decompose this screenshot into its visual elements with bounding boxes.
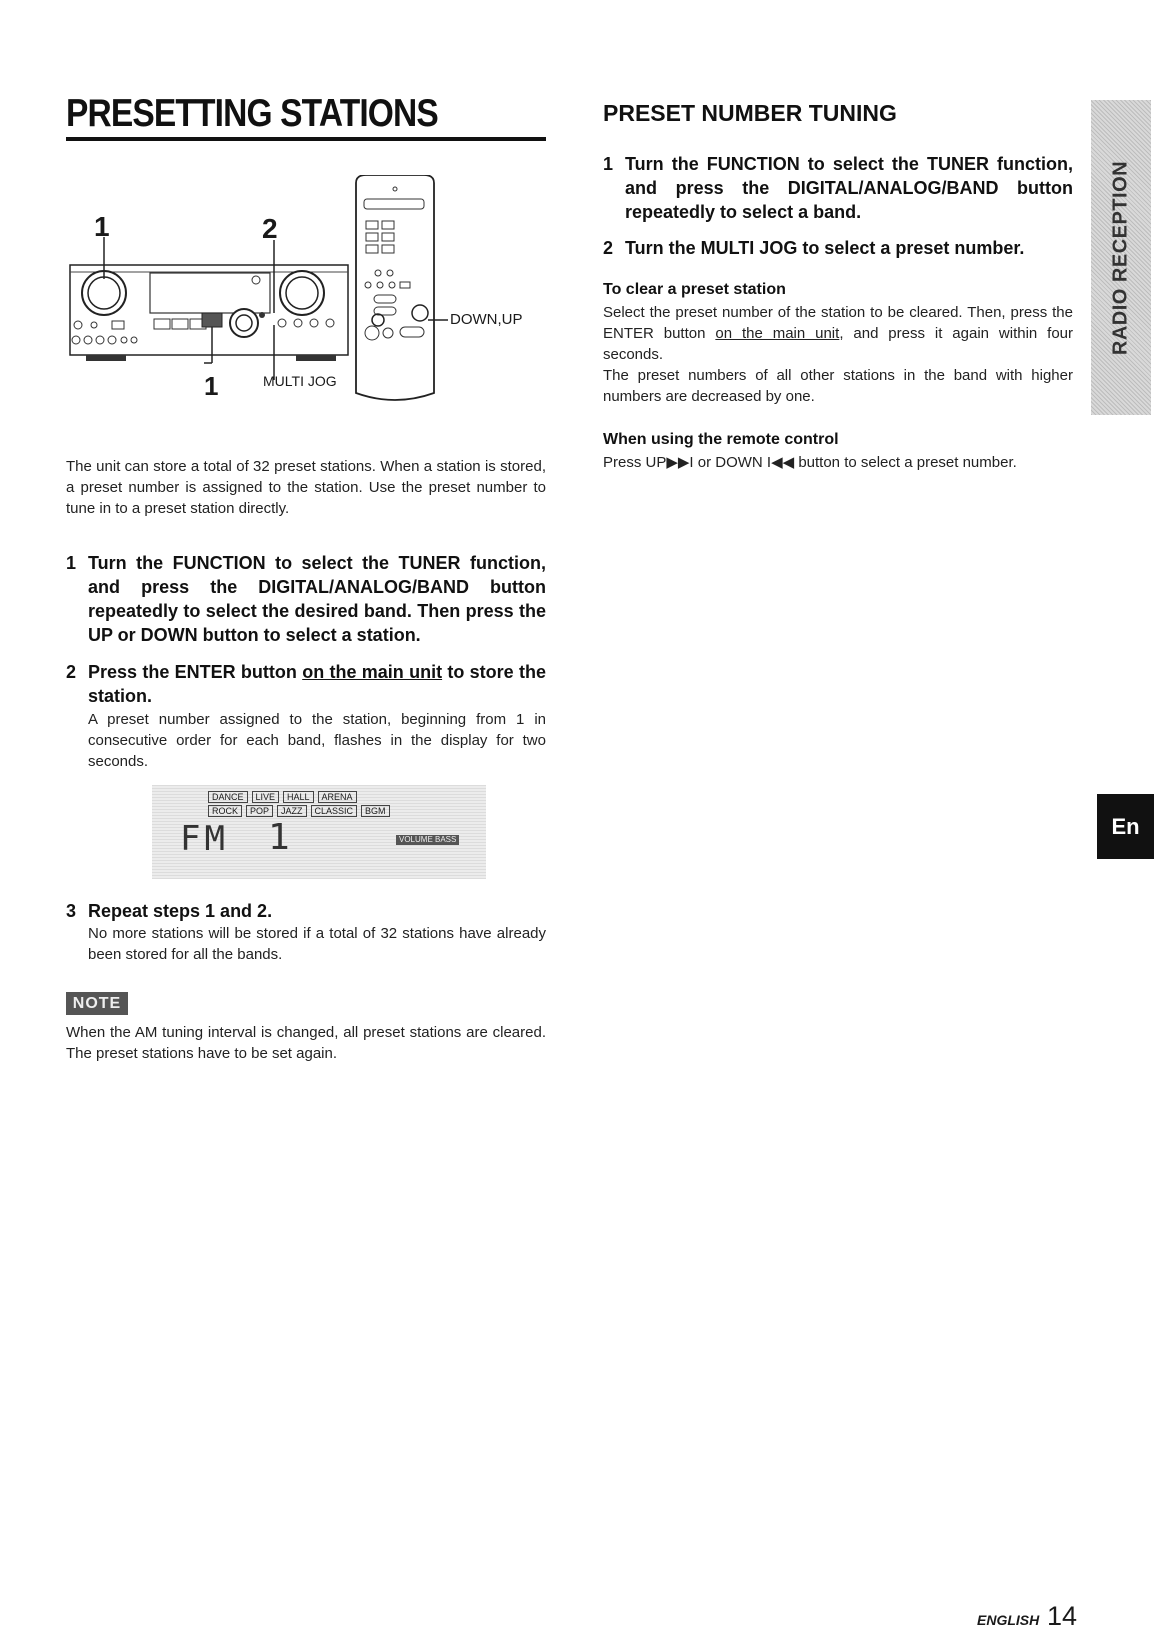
left-step-3 xyxy=(66,899,546,923)
page-title: PRESETTING STATIONS xyxy=(66,92,438,135)
right-step-1 xyxy=(603,152,1073,224)
tuner-display xyxy=(152,785,486,879)
remote-heading: When using the remote control xyxy=(603,431,839,448)
display-volume-label: VOLUME BASS xyxy=(396,835,459,845)
left-step-2-detail: A preset number assigned to the station, beginning from 1 in consecutive order for each band, flashes in the display for two seconds. xyxy=(88,711,546,770)
underlined-main-unit: on the main unit xyxy=(302,662,443,682)
left-step-2 xyxy=(66,660,546,708)
intro-text: The unit can store a total of 32 preset stations. When a station is stored, a preset number is assigned to the station. Use the preset number to tune in to a preset station directly. xyxy=(66,458,546,517)
remote-text: Press UP▶▶I or DOWN I◀◀ button to select a preset number. xyxy=(603,454,1017,471)
section-title: PRESET NUMBER TUNING xyxy=(603,100,897,126)
mode-hall: HALL xyxy=(283,791,314,803)
callout-1-top: 1 xyxy=(94,211,110,242)
display-band: FM xyxy=(180,819,229,859)
note-badge: NOTE xyxy=(66,992,128,1015)
step-number: 2 xyxy=(66,662,77,682)
section-side-tab xyxy=(1091,100,1151,415)
receiver-figure xyxy=(66,175,546,425)
mode-rock: ROCK xyxy=(208,805,242,817)
callout-2: 2 xyxy=(262,213,278,244)
step-text: Turn the FUNCTION to select the TUNER function, and press the DIGITAL/ANALOG/BAND button repeatedly to select a band. xyxy=(625,154,1073,222)
footer-language: ENGLISH xyxy=(977,1612,1040,1628)
underlined-main-unit: on the main unit xyxy=(715,325,840,342)
mode-pop: POP xyxy=(246,805,273,817)
mode-classic: CLASSIC xyxy=(311,805,358,817)
side-tab-label: RADIO RECEPTION xyxy=(1109,160,1132,355)
mode-jazz: JAZZ xyxy=(277,805,307,817)
left-step-1 xyxy=(66,551,546,647)
note-text: When the AM tuning interval is changed, all preset stations are cleared. The preset stations have to be set again. xyxy=(66,1024,546,1062)
step-text: Turn the FUNCTION to select the TUNER function, and press the DIGITAL/ANALOG/BAND button repeatedly to select the desired band. Then press the UP or DOWN button to select a station. xyxy=(88,553,546,645)
display-modes-row2 xyxy=(208,805,390,817)
page-number: 14 xyxy=(1047,1601,1078,1631)
step-number: 2 xyxy=(603,238,614,258)
clear-text: Select the preset number of the station to be cleared. Then, press the ENTER button on the main unit, and press it again within four seconds. xyxy=(603,304,1073,363)
clear-heading: To clear a preset station xyxy=(603,281,786,298)
step-number: 1 xyxy=(66,553,77,573)
mode-live: LIVE xyxy=(252,791,280,803)
step-text: Turn the MULTI JOG to select a preset number. xyxy=(625,238,1025,258)
step-text: Repeat steps 1 and 2. xyxy=(88,901,273,921)
step-number: 3 xyxy=(66,901,77,921)
display-preset-number: 1 xyxy=(268,817,290,858)
multi-jog-label: MULTI JOG xyxy=(263,373,337,389)
down-up-label: DOWN,UP xyxy=(450,311,523,328)
callout-1-bottom: 1 xyxy=(204,371,219,401)
step-number: 1 xyxy=(603,154,614,174)
clear-text-2: The preset numbers of all other stations in the band with higher numbers are decreased by one. xyxy=(603,367,1073,405)
right-step-2 xyxy=(603,236,1073,260)
mode-bgm: BGM xyxy=(361,805,390,817)
display-modes-row1 xyxy=(208,791,357,803)
left-step-3-detail: No more stations will be stored if a total of 32 stations have already been stored for all the bands. xyxy=(88,925,546,963)
language-tab: En xyxy=(1097,794,1154,859)
mode-arena: ARENA xyxy=(318,791,357,803)
mode-dance: DANCE xyxy=(208,791,248,803)
title-rule xyxy=(66,137,546,141)
step-text: Press the ENTER button on the main unit to store the station. xyxy=(88,662,546,706)
